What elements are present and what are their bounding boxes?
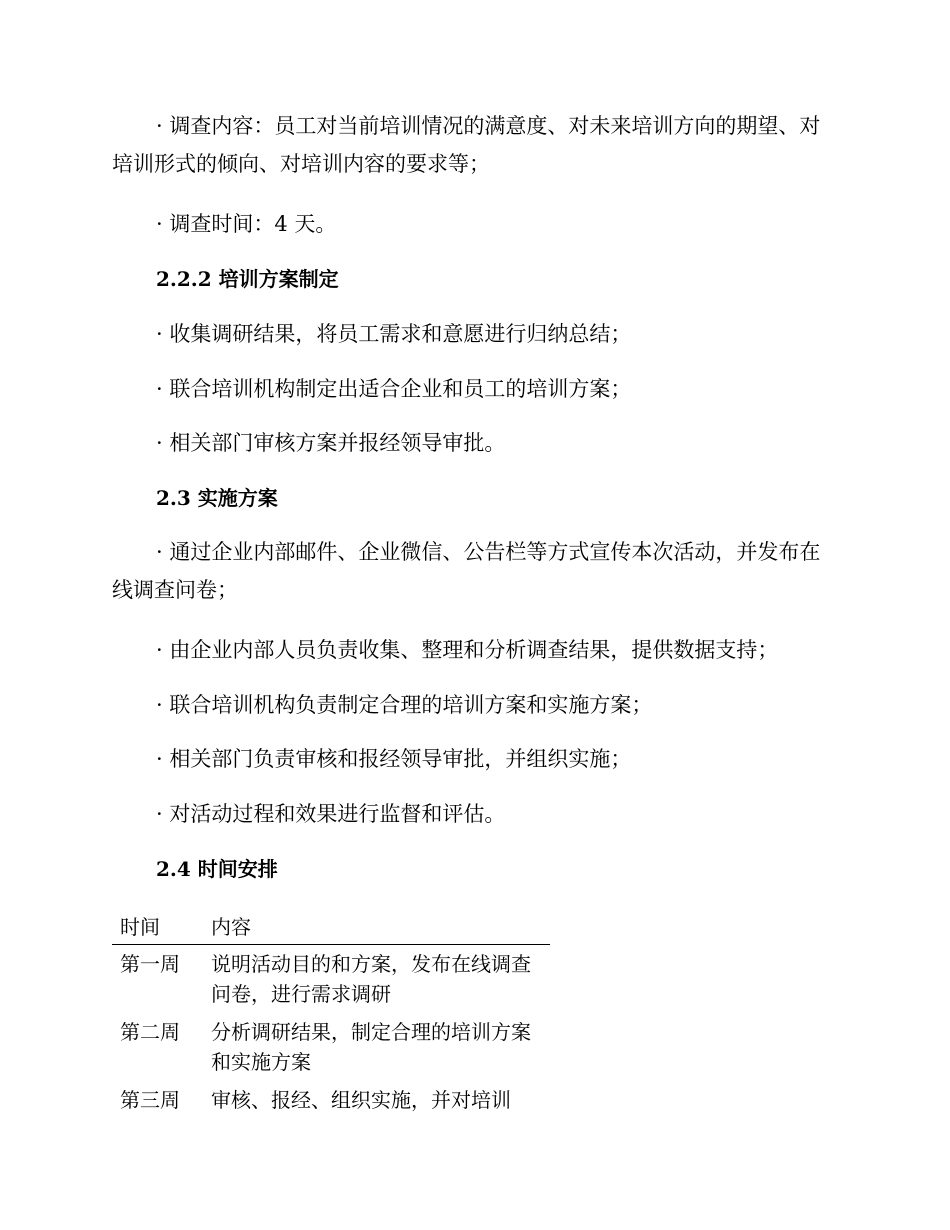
- table-cell-time: 第二周: [120, 1020, 180, 1044]
- table-cell-content: 审核、报经、组织实施，并对培训: [211, 1088, 511, 1112]
- paragraph-survey-time: · 调查时间：4 天。: [156, 212, 337, 236]
- table-cell-time: 第一周: [120, 952, 180, 976]
- heading-2-2-2: 2.2.2 培训方案制定: [156, 267, 339, 291]
- table-row: [112, 945, 550, 1014]
- column-header-time: 时间: [112, 910, 203, 945]
- column-header-content: 内容: [203, 910, 550, 945]
- table-row: [112, 1013, 550, 1081]
- table-cell-content: 分析调研结果，制定合理的培训方案和实施方案: [211, 1020, 531, 1074]
- table-header-row: [112, 910, 550, 945]
- heading-2-4: 2.4 时间安排: [156, 857, 278, 881]
- paragraph-review-plan: · 相关部门审核方案并报经领导审批。: [156, 431, 506, 455]
- paragraph-survey-content: · 调查内容：员工对当前培训情况的满意度、对未来培训方向的期望、对培训形式的倾向、对培训内容的要求等；: [112, 114, 821, 176]
- table-row: [112, 1081, 550, 1119]
- paragraph-department-review: · 相关部门负责审核和报经领导审批，并组织实施；: [156, 747, 632, 771]
- paragraph-collect-analyze: · 由企业内部人员负责收集、整理和分析调查结果，提供数据支持；: [156, 638, 779, 662]
- table-cell-content: 说明活动目的和方案，发布在线调查问卷，进行需求调研: [211, 952, 531, 1006]
- heading-2-3: 2.3 实施方案: [156, 486, 278, 510]
- paragraph-training-institution: · 联合培训机构负责制定合理的培训方案和实施方案；: [156, 693, 653, 717]
- paragraph-collect-results: · 收集调研结果，将员工需求和意愿进行归纳总结；: [156, 322, 632, 346]
- paragraph-monitor-evaluate: · 对活动过程和效果进行监督和评估。: [156, 802, 506, 826]
- paragraph-joint-plan: · 联合培训机构制定出适合企业和员工的培训方案；: [156, 377, 632, 401]
- paragraph-promote-activity: · 通过企业内部邮件、企业微信、公告栏等方式宣传本次活动，并发布在线调查问卷；: [112, 540, 821, 602]
- table-cell-time: 第三周: [120, 1088, 180, 1112]
- schedule-table: [112, 910, 550, 1119]
